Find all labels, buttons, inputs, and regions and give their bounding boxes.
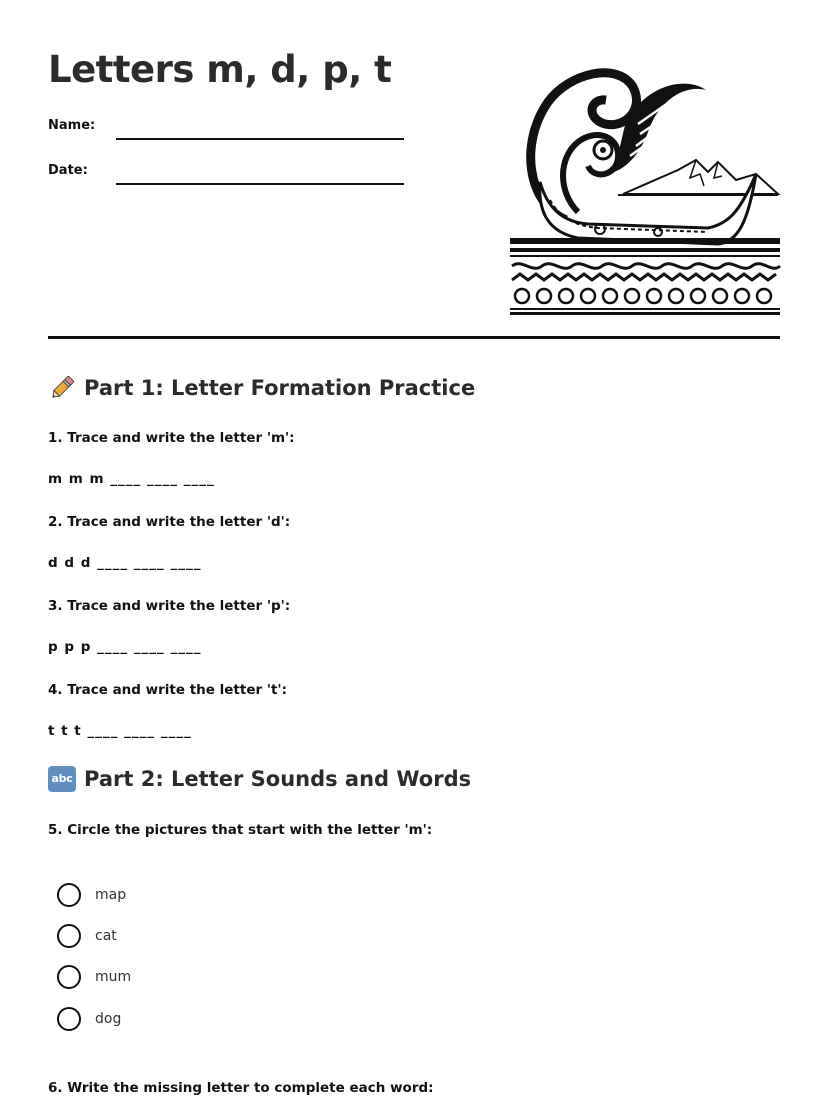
date-label: Date: — [48, 163, 88, 178]
option-mum[interactable] — [57, 965, 131, 989]
date-field[interactable] — [116, 183, 404, 185]
question-3-practice[interactable]: p p p ____ ____ ____ — [48, 639, 202, 655]
canoe-artwork-image — [508, 62, 783, 318]
radio-circle[interactable] — [57, 1007, 81, 1031]
part2-heading — [48, 766, 471, 792]
part1-heading — [48, 374, 475, 402]
radio-circle[interactable] — [57, 965, 81, 989]
pencil-icon — [48, 374, 76, 402]
option-cat[interactable] — [57, 924, 117, 948]
question-1-prompt: 1. Trace and write the letter 'm': — [48, 430, 295, 446]
section-divider — [48, 336, 780, 339]
option-dog[interactable] — [57, 1007, 121, 1031]
option-map[interactable] — [57, 883, 126, 907]
abc-icon: abc — [48, 766, 76, 792]
option-label: map — [95, 887, 127, 903]
part2-heading-text: Part 2: Letter Sounds and Words — [84, 767, 472, 791]
part1-heading-text: Part 1: Letter Formation Practice — [84, 376, 476, 400]
name-label: Name: — [48, 118, 96, 133]
question-6-prompt: 6. Write the missing letter to complete each word: — [48, 1080, 434, 1096]
question-3-prompt: 3. Trace and write the letter 'p': — [48, 598, 291, 614]
name-field[interactable] — [116, 138, 404, 140]
option-label: dog — [95, 1011, 122, 1027]
question-2-prompt: 2. Trace and write the letter 'd': — [48, 514, 291, 530]
question-4-prompt: 4. Trace and write the letter 't': — [48, 682, 287, 698]
option-label: cat — [95, 928, 117, 944]
question-1-practice[interactable]: m m m ____ ____ ____ — [48, 471, 215, 487]
question-2-practice[interactable]: d d d ____ ____ ____ — [48, 555, 202, 571]
radio-circle[interactable] — [57, 883, 81, 907]
option-label: mum — [95, 969, 132, 985]
radio-circle[interactable] — [57, 924, 81, 948]
question-5-prompt: 5. Circle the pictures that start with the letter 'm': — [48, 822, 433, 838]
page-title: Letters m, d, p, t — [48, 48, 392, 91]
question-4-practice[interactable]: t t t ____ ____ ____ — [48, 723, 192, 739]
